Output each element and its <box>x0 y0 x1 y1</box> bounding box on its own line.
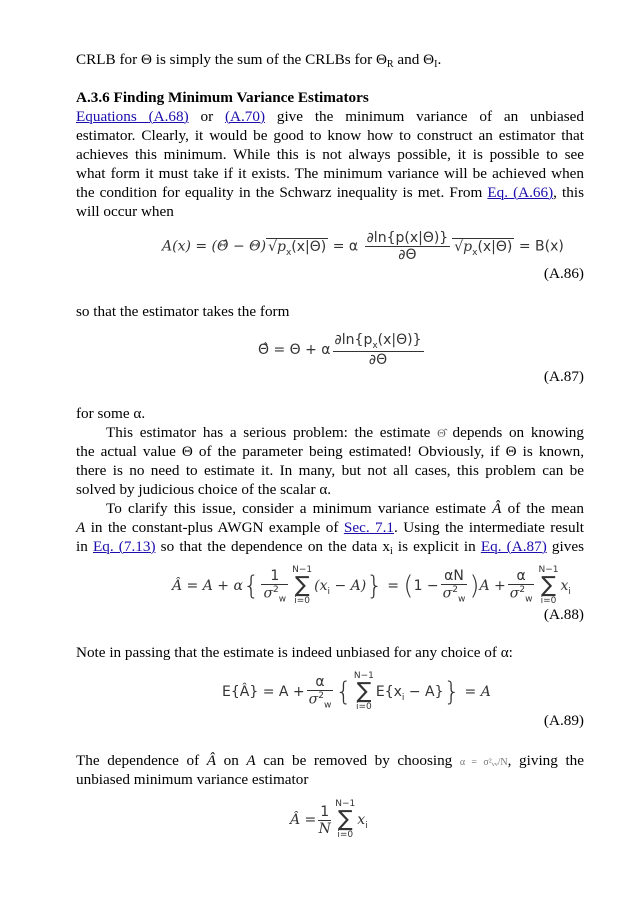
paragraph-line: A in the constant-plus AWGN example of Sec. 7.1. Using the intermediate result <box>76 519 585 536</box>
equation-number: (A.86) <box>543 265 584 282</box>
paragraph-line: estimator. Clearly, it would be good to know how to construct an estimator that <box>76 127 584 144</box>
link-sec-7-1[interactable]: Sec. 7.1 <box>343 519 395 536</box>
paragraph-line: Equations (A.68) or (A.70) give the minimum variance of an unbiased <box>76 108 584 125</box>
link-eq-7-13[interactable]: Eq. (7.13) <box>92 538 156 555</box>
section-heading: A.3.6 Finding Minimum Variance Estimators <box>76 89 369 106</box>
link-eq-a66[interactable]: Eq. (A.66) <box>487 184 554 201</box>
paragraph-line: the condition for equality in the Schwarz inequality is met. From Eq. (A.66), this <box>76 184 584 201</box>
paragraph-line: for some α. <box>76 405 146 422</box>
equation-number: (A.89) <box>543 712 584 729</box>
link-eq-a87[interactable]: Eq. (A.87) <box>480 538 547 555</box>
paragraph-line: Note in passing that the estimate is indeed unbiased for any choice of α: <box>76 644 513 661</box>
paragraph-line: This estimator has a serious problem: the estimate Θ̂ depends on knowing <box>106 424 584 441</box>
paragraph-line: so that the estimator takes the form <box>76 303 290 320</box>
link-eq-a70[interactable]: (A.70) <box>224 108 266 125</box>
equation-a88: Â = A + α{ $\frac{1}{\sigma^2_w}$ N−1 ∑ i=0 $(x_i - A)\} = (1$ − $\frac{\alpha N}{\sigma^2_w}$ )A + $\frac{\alpha}{\sigma^2_w}$ N−1 ∑ i=0 $x_i$ <box>172 565 571 606</box>
paragraph-line: will occur when <box>76 203 174 220</box>
equation-a87: Θ̂ = Θ + α $\frac{\partial\ln\{p_x(x|\Theta)\}}{\partial\Theta}$ <box>258 332 422 368</box>
paragraph-line: achieves this minimum. While this is not always possible, it is possible to see <box>76 146 584 163</box>
paragraph-line: what form it must take if it exists. The minimum variance will be achieved when <box>76 165 584 182</box>
paragraph-line: there is no need to estimate it. In many, but not all cases, this problem can be <box>76 462 584 479</box>
link-eq-a68[interactable]: Equations (A.68) <box>76 108 189 125</box>
equation-a89: E{Â} = A + $\frac{\alpha}{\sigma^2_w}$ { N−1 ∑ i=0 $E\{x_i - A\}\} = A$ <box>222 671 491 712</box>
paragraph-line: To clarify this issue, consider a minimum variance estimate Â of the mean <box>106 500 584 517</box>
equation-final: Â = $\frac{1}{N}$ N−1 ∑ i=0 $x_i$ <box>290 799 368 840</box>
paragraph-line: The dependence of Â on A can be removed by choosing α = σ²ᵥᵥ/N, giving the <box>76 752 585 769</box>
crlb-sentence: CRLB for Θ is simply the sum of the CRLBs for $\Theta_R$ and $\Theta_I$. <box>76 51 442 70</box>
paragraph-line: solved by judicious choice of the scalar α. <box>76 481 332 498</box>
equation-number: (A.88) <box>543 606 584 623</box>
equation-number: (A.87) <box>543 368 584 385</box>
paragraph-line: in Eq. (7.13) so that the dependence on the data $x_i$ is explicit in Eq. (A.87) gives <box>76 538 584 557</box>
equation-a86: A(x) = (Θ̂ − Θ) $√p_x(x|\Theta) = \alpha$ $\frac{\partial\ln\{p(x|\Theta)\}}{\partial\Theta}$ $√p_x(x|\Theta) = B(x)$ <box>162 230 564 263</box>
paragraph-line: the actual value Θ of the parameter being estimated! Obviously, if Θ is known, <box>76 443 584 460</box>
paragraph-line: unbiased minimum variance estimator <box>76 771 309 788</box>
